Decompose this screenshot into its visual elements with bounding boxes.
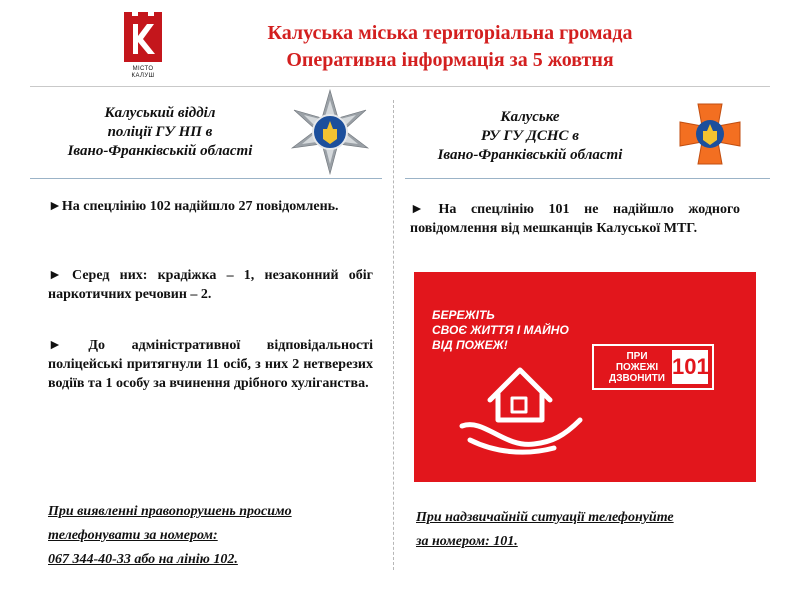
rescue-contact-line1: При надзвичайній ситуації телефонуйте: [416, 510, 674, 525]
police-paragraph-3: ► До адміністративної відповідальності поліцейські притягнули 11 осіб, з них 2 нетверезих водіїв та 1 особу за вчинення дрібного хуліганства.: [48, 338, 373, 391]
fire-call-label-line2: ПОЖЕЖІ: [615, 362, 659, 373]
police-contact-line2: телефонувати за номером:: [48, 528, 218, 543]
rescue-section-divider: [405, 178, 770, 179]
banner-slogan-line2: СВОЄ ЖИТТЯ І МАЙНО: [432, 323, 569, 337]
page-title: Калуська міська територіальна громада: [267, 22, 633, 44]
city-logo-icon: [122, 10, 164, 64]
banner-slogan-line1: БЕРЕЖІТЬ: [432, 308, 495, 322]
fire-call-box: [592, 344, 714, 390]
police-contact-line3: 067 344-40-33 або на лінію 102.: [48, 552, 238, 567]
header-divider: [30, 86, 770, 87]
fire-call-label: [602, 351, 672, 384]
rescue-contact-note: [416, 506, 766, 554]
logo-caption: [118, 66, 168, 80]
logo-caption-line1: МІСТО: [132, 66, 154, 72]
rescue-paragraph-1: ► На спецлінію 101 не надійшло жодного повідомлення від мешканців Калуської МТГ.: [410, 202, 740, 236]
police-title-line2: поліції ГУ НП в: [107, 124, 213, 140]
rescue-title-line3: Івано-Франківській області: [437, 147, 623, 163]
fire-call-label-line1: ПРИ: [626, 351, 648, 362]
police-paragraph-2: ► Серед них: крадіжка – 1, незаконний обіг наркотичних речовин – 2.: [48, 268, 373, 302]
rescue-title-line2: РУ ГУ ДСНС в: [481, 128, 579, 144]
column-divider: [393, 100, 394, 570]
banner-slogan-line3: ВІД ПОЖЕЖ!: [432, 338, 508, 352]
rescue-section-title: [410, 108, 650, 165]
police-paragraph-1: ►На спецлінію 102 надійшло 27 повідомлень.: [48, 199, 339, 214]
police-contact-note: [48, 500, 388, 572]
fire-call-number: 101: [672, 350, 708, 384]
police-title-line3: Івано-Франківській області: [67, 143, 253, 159]
police-star-badge-icon: [286, 88, 374, 176]
house-in-hand-icon: [454, 348, 594, 458]
logo-caption-line2: КАЛУШ: [131, 73, 155, 79]
police-contact-line1: При виявленні правопорушень просимо: [48, 504, 292, 519]
page-subtitle: Оперативна інформація за 5 жовтня: [286, 49, 614, 71]
city-logo: [118, 10, 168, 80]
fire-call-label-line3: ДЗВОНИТИ: [609, 373, 665, 384]
police-section-title: [40, 104, 280, 161]
rescue-contact-line2: за номером: 101.: [416, 534, 518, 549]
police-section-divider: [30, 178, 382, 179]
fire-safety-banner: [414, 272, 756, 482]
banner-slogan: [432, 308, 582, 353]
police-title-line1: Калуський відділ: [104, 105, 216, 121]
dsns-cross-emblem-icon: [668, 92, 752, 176]
rescue-title-line1: Калуське: [500, 109, 560, 125]
